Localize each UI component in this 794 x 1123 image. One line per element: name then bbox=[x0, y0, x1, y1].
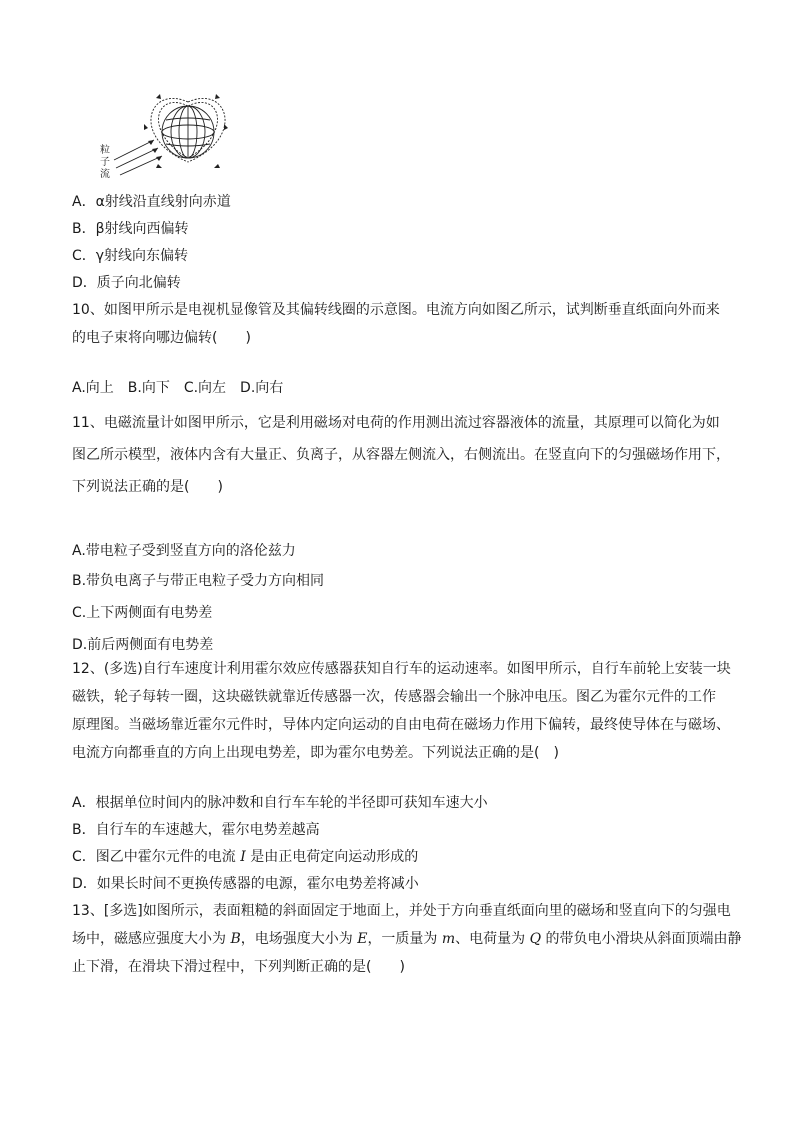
q13-text: 、电荷量为 bbox=[455, 931, 530, 947]
q9-option-a: A．α射线沿直线射向赤道 bbox=[72, 194, 231, 210]
q9-option-c: C．γ射线向东偏转 bbox=[72, 248, 189, 264]
q11-stem-line-2: 图乙所示模型，液体内含有大量正、负离子，从容器左侧流入，右侧流出。在竖直向下的匀强磁场作用下， bbox=[72, 447, 730, 463]
figure-label-char: 粒 bbox=[100, 145, 110, 156]
symbol-q: Q bbox=[529, 931, 542, 947]
q13-text: ，一质量为 bbox=[367, 931, 442, 947]
q10-options: A.向上 B.向下 C.向左 D.向右 bbox=[72, 380, 284, 396]
q13-text: 场中，磁感应强度大小为 bbox=[72, 931, 231, 947]
q12-option-c-post: 是由正电荷定向运动形成的 bbox=[245, 849, 419, 865]
q12-stem-line-2: 磁铁，轮子每转一圈，这块磁铁就靠近传感器一次，传感器会输出一个脉冲电压。图乙为霍尔元件的工作 bbox=[72, 689, 716, 705]
q11-stem-line-1: 11、电磁流量计如图甲所示，它是利用磁场对电荷的作用测出流过容器液体的流量，其原理可以简化为如 bbox=[72, 415, 720, 431]
q12-option-b: B．自行车的车速越大，霍尔电势差越高 bbox=[72, 822, 320, 838]
symbol-b: B bbox=[230, 931, 241, 947]
q13-stem-line-3: 止下滑，在滑块下滑过程中，下列判断正确的是( ) bbox=[72, 959, 405, 975]
q12-option-c bbox=[72, 847, 418, 867]
q11-option-b: B.带负电离子与带正电粒子受力方向相同 bbox=[72, 573, 325, 589]
symbol-e: E bbox=[357, 931, 368, 947]
symbol-m: m bbox=[441, 931, 456, 947]
q13-text: 的带负电小滑块从斜面顶端由静 bbox=[541, 931, 742, 947]
current-symbol-i: I bbox=[240, 849, 246, 865]
q11-option-d: D.前后两侧面有电势差 bbox=[72, 637, 214, 653]
figure-label-char: 子 bbox=[100, 157, 110, 168]
q12-option-a: A．根据单位时间内的脉冲数和自行车车轮的半径即可获知车速大小 bbox=[72, 795, 488, 811]
q12-stem-line-4: 电流方向都垂直的方向上出现电势差，即为霍尔电势差。下列说法正确的是( ) bbox=[72, 745, 559, 761]
q13-stem-line-1: 13、[多选]如图所示，表面粗糙的斜面固定于地面上，并处于方向垂直纸面向里的磁场和竖直向下的匀强电 bbox=[72, 903, 731, 919]
q10-stem-line-2: 的电子束将向哪边偏转( ) bbox=[72, 330, 251, 346]
q10-stem-line-1: 10、如图甲所示是电视机显像管及其偏转线圈的示意图。电流方向如图乙所示，试判断垂直纸面向外而来 bbox=[72, 302, 720, 318]
q9-option-b: B．β射线向西偏转 bbox=[72, 221, 189, 237]
figure-label-char: 流 bbox=[100, 169, 110, 180]
q11-stem-line-3: 下列说法正确的是( ) bbox=[72, 479, 223, 495]
q13-text: ，电场强度大小为 bbox=[240, 931, 358, 947]
q12-stem-line-3: 原理图。当磁场靠近霍尔元件时，导体内定向运动的自由电荷在磁场力作用下偏转，最终使导体在与磁场、 bbox=[72, 717, 730, 733]
q9-option-d: D．质子向北偏转 bbox=[72, 275, 181, 291]
magnetic-field-diagram bbox=[96, 88, 228, 178]
q13-stem-line-2 bbox=[72, 929, 742, 949]
q11-option-c: C.上下两侧面有电势差 bbox=[72, 605, 213, 621]
earth-magnetic-field-figure bbox=[96, 88, 228, 178]
q12-option-c-pre: C．图乙中霍尔元件的电流 bbox=[72, 849, 241, 865]
q12-option-d: D．如果长时间不更换传感器的电源，霍尔电势差将减小 bbox=[72, 876, 419, 892]
q11-option-a: A.带电粒子受到竖直方向的洛伦兹力 bbox=[72, 543, 296, 559]
q12-stem-line-1: 12、(多选)自行车速度计利用霍尔效应传感器获知自行车的运动速率。如图甲所示，自行车前轮上安装一块 bbox=[72, 661, 731, 677]
